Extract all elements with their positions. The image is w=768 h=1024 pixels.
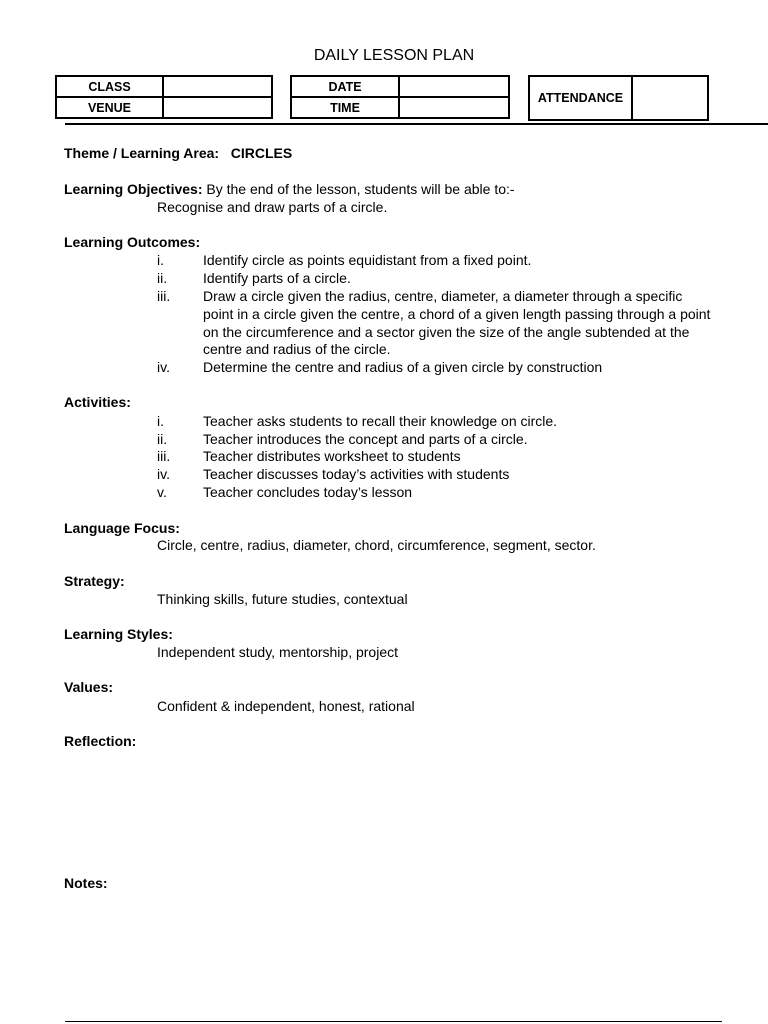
outcome-text: Draw a circle given the radius, centre, diameter, a diameter through a specific point in a circle given the centre, a chord of a given length passing through a point on the circumference and a sector given the size of the angle subtended at the centre and radius of the circle. <box>203 288 711 358</box>
learning-styles-label: Learning Styles: <box>64 626 173 642</box>
learning-styles-value: Independent study, mentorship, project <box>157 644 399 660</box>
language-focus-label: Language Focus: <box>64 520 180 536</box>
activity-num: ii. <box>157 431 168 447</box>
outcome-num: i. <box>157 252 164 268</box>
time-field[interactable] <box>399 97 509 118</box>
activity-text: Teacher discusses today’s activities with students <box>203 466 510 482</box>
activity-text: Teacher concludes today’s lesson <box>203 484 413 500</box>
attendance-field[interactable] <box>632 76 708 120</box>
attendance-label: ATTENDANCE <box>529 76 632 120</box>
venue-label: VENUE <box>56 97 163 118</box>
outcome-num: iii. <box>157 288 171 304</box>
values-label: Values: <box>64 679 114 695</box>
activity-text: Teacher introduces the concept and parts of a circle. <box>203 431 528 447</box>
objectives-intro: By the end of the lesson, students will be able to:- <box>206 181 515 197</box>
footer-divider <box>65 1021 722 1022</box>
outcomes-label: Learning Outcomes: <box>64 234 201 250</box>
activity-text: Teacher distributes worksheet to students <box>203 448 461 464</box>
theme-row <box>64 145 292 161</box>
outcome-text: Identify parts of a circle. <box>203 270 351 286</box>
activity-num: iv. <box>157 466 170 482</box>
language-focus-value: Circle, centre, radius, diameter, chord, circumference, segment, sector. <box>157 537 596 553</box>
header-divider <box>65 123 768 125</box>
page-title: DAILY LESSON PLAN <box>313 47 475 64</box>
notes-label: Notes: <box>64 875 108 891</box>
activity-num: iii. <box>157 448 171 464</box>
reflection-label: Reflection: <box>64 733 137 749</box>
time-label: TIME <box>291 97 399 118</box>
date-label: DATE <box>291 76 399 97</box>
outcome-text: Determine the centre and radius of a given circle by construction <box>203 359 603 375</box>
date-time-table <box>290 75 510 119</box>
theme-value: CIRCLES <box>230 145 293 161</box>
outcome-num: ii. <box>157 270 168 286</box>
class-venue-table <box>55 75 273 119</box>
values-value: Confident & independent, honest, rational <box>157 698 415 714</box>
outcome-num: iv. <box>157 359 170 375</box>
outcome-text: Identify circle as points equidistant from a fixed point. <box>203 252 532 268</box>
objectives-label: Learning Objectives: <box>64 181 203 197</box>
date-field[interactable] <box>399 76 509 97</box>
strategy-value: Thinking skills, future studies, contextual <box>157 591 408 607</box>
class-label: CLASS <box>56 76 163 97</box>
activity-text: Teacher asks students to recall their knowledge on circle. <box>203 413 558 429</box>
venue-field[interactable] <box>163 97 272 118</box>
activity-num: i. <box>157 413 164 429</box>
activity-num: v. <box>157 484 167 500</box>
class-field[interactable] <box>163 76 272 97</box>
theme-label: Theme / Learning Area: <box>64 145 220 161</box>
attendance-table <box>528 75 709 121</box>
objectives-item: Recognise and draw parts of a circle. <box>157 199 388 215</box>
activities-label: Activities: <box>64 394 131 410</box>
strategy-label: Strategy: <box>64 573 125 589</box>
objectives-row <box>64 181 515 197</box>
